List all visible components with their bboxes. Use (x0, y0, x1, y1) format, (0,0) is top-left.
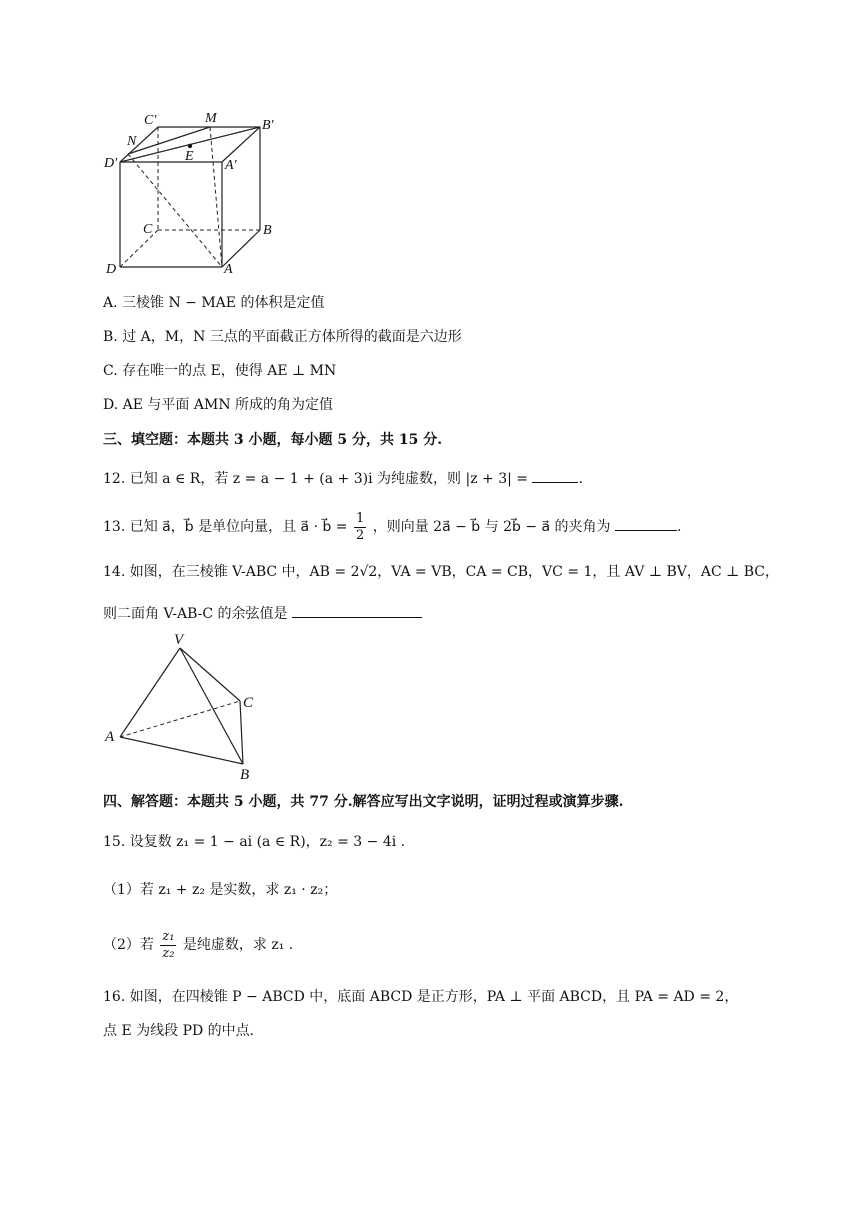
label-C: C (143, 222, 153, 237)
q11-option-a: A. 三棱锥 N − MAE 的体积是定值 (103, 295, 325, 311)
fraction-one-half: $\frac{1}{2}$ (356, 510, 365, 543)
label-E: E (185, 149, 194, 164)
label-C: C (243, 695, 254, 711)
q11-option-c: C. 存在唯一的点 E，使得 AE ⊥ MN (103, 363, 337, 379)
answer-blank-14[interactable] (292, 603, 422, 618)
label-A1: A′ (225, 158, 237, 173)
label-V: V (174, 632, 184, 648)
question-13: 13. 已知 a⃗，b⃗ 是单位向量，且 a⃗ · b⃗ = $\frac{1}{2}$ ，则向量 2a⃗ − b⃗ 与 2b⃗ − a⃗ 的夹角为 . (103, 510, 682, 543)
section4-heading: 四、解答题：本题共 5 小题，共 77 分.解答应写出文字说明，证明过程或演算步骤. (103, 794, 624, 810)
edge-VA (120, 648, 180, 737)
question-14-line1: 14. 如图，在三棱锥 V-ABC 中，AB = 2√2，VA = VB，CA = CB，VC = 1，且 AV ⊥ BV，AC ⊥ BC， (103, 564, 780, 580)
cube-figure (100, 110, 290, 280)
section3-heading: 三、填空题：本题共 3 小题，每小题 5 分，共 15 分. (103, 432, 443, 448)
question-16-line1: 16. 如图，在四棱锥 P − ABCD 中，底面 ABCD 是正方形，PA ⊥ 平面 ABCD，且 PA = AD = 2， (103, 989, 739, 1005)
label-N: N (127, 134, 137, 149)
label-A: A (224, 262, 233, 277)
edge-AC-hidden (120, 701, 240, 737)
edge-AB (120, 737, 243, 764)
label-C1: C′ (144, 113, 157, 128)
fraction-z1-over-z2: $\frac{\text{z₁}}{\text{z₂}}$ (162, 928, 175, 961)
question-16-line2: 点 E 为线段 PD 的中点. (103, 1023, 255, 1039)
label-B: B (240, 767, 250, 783)
answer-blank-12[interactable] (532, 468, 578, 483)
edge-VC (180, 648, 240, 701)
question-15-part2: （2）若 $\frac{\text{z₁}}{\text{z₂}}$ 是纯虚数，求 z₁ . (103, 928, 294, 961)
q11-option-d: D. AE 与平面 AMN 所成的角为定值 (103, 397, 334, 413)
edge-VB (180, 648, 243, 764)
answer-blank-13[interactable] (615, 516, 677, 531)
question-14-line2: 则二面角 V-AB-C 的余弦值是 (103, 603, 422, 624)
label-D: D (106, 262, 117, 277)
label-B1: B′ (262, 118, 274, 133)
segment-MA (210, 127, 222, 267)
q11-option-b: B. 过 A，M，N 三点的平面截正方体所得的截面是六边形 (103, 329, 462, 345)
question-15-part1: （1）若 z₁ + z₂ 是实数，求 z₁ · z₂； (103, 882, 338, 898)
label-B: B (263, 223, 272, 238)
question-15: 15. 设复数 z₁ = 1 − ai (a ∈ R)，z₂ = 3 − 4i . (103, 834, 406, 850)
label-M: M (205, 111, 217, 126)
question-12: 12. 已知 a ∈ R，若 z = a − 1 + (a + 3)i 为纯虚数，则 |z + 3| = . (103, 468, 583, 489)
label-D1: D′ (104, 156, 118, 171)
label-A: A (105, 729, 115, 745)
point-E (188, 144, 192, 148)
tetrahedron-figure (100, 628, 270, 783)
segment-NA (128, 154, 222, 267)
